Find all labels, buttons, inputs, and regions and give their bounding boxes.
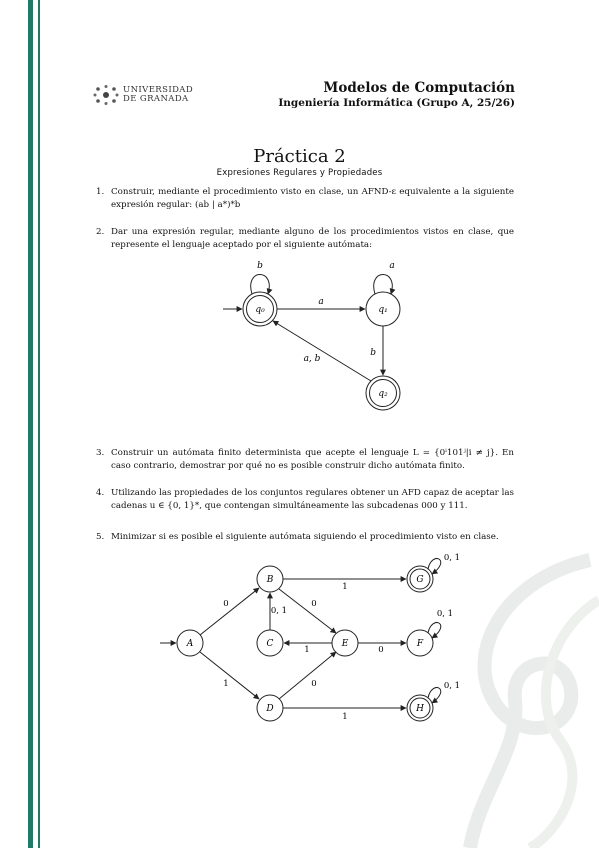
label-D-H: 1 [342,712,348,722]
logo-line-1: UNIVERSIDAD [123,85,194,95]
logo-line-2: DE GRANADA [123,94,189,104]
state-H [407,695,433,721]
label-D-E: 0 [311,679,317,689]
label-q0-loop: b [257,261,263,271]
page-title: Práctica 2 [253,146,346,167]
label-q0-q1: a [318,297,324,307]
state-label: F [416,639,424,649]
course-title: Modelos de Computación [323,80,515,96]
label-F-loop: 0, 1 [436,609,454,619]
edge-B-E [279,589,336,633]
course-degree: Ingeniería Informática (Grupo A, 25/26) [278,97,515,109]
question-text: Construir un autómata finito determinista que acepte el lenguaje L = {0ⁱ101ʲ|i ≠ j}. En caso contrario, demostrar por qué no es posible construir dicho autómata finito. [111,448,514,471]
state-label: q₂ [378,389,388,399]
state-A [177,630,203,656]
label-A-D: 1 [223,679,229,689]
page-subtitle: Expresiones Regulares y Propiedades [216,168,383,178]
state-label: q₀ [255,305,265,315]
question-number: 5. [96,532,105,542]
label-E-F: 0 [378,645,384,655]
question-number: 2. [96,227,105,237]
state-label: A [186,639,194,649]
question-text: Dar una expresión regular, mediante alguno de los procedimientos vistos en clase, que represente el lenguaje aceptado por el siguiente autómata: [111,227,514,250]
question-text: Utilizando las propiedades de los conjuntos regulares obtener un AFD capaz de aceptar las cadenas u ∈ {0, 1}*, que contengan simultáneamente las subcadenas 000 y 111. [111,488,514,511]
state-B [257,566,283,592]
edge-D-E [279,652,336,699]
state-label: G [416,575,424,585]
label-B-E: 0 [311,599,317,609]
question-text: Minimizar si es posible el siguiente autómata siguiendo el procedimiento visto en clase. [111,532,499,542]
edge-A-B [200,588,259,635]
label-H-loop: 0, 1 [443,681,461,691]
label-q1-q2: b [370,348,376,358]
state-F [407,630,433,656]
state-label: E [341,639,349,649]
state-label: H [416,704,424,714]
label-B-G: 1 [342,582,348,592]
state-label: D [266,704,274,714]
question-number: 1. [96,187,105,197]
edge-A-D [200,652,259,699]
state-label: B [266,575,274,585]
question-text: Construir, mediante el procedimiento visto en clase, un AFND-ε equivalente a la siguiente expresión regular: (ab | a*)*b [111,187,514,210]
state-C [257,630,283,656]
label-q1-loop: a [389,261,395,271]
state-label: q₁ [378,305,388,315]
question-number: 4. [96,488,105,498]
state-label: C [266,639,274,649]
label-G-loop: 0, 1 [443,553,461,563]
question-number: 3. [96,448,105,458]
label-A-B: 0 [223,599,229,609]
label-q2-q0: a, b [303,354,321,364]
label-C-B: 0, 1 [270,606,288,616]
state-G [407,566,433,592]
label-E-C: 1 [304,645,310,655]
